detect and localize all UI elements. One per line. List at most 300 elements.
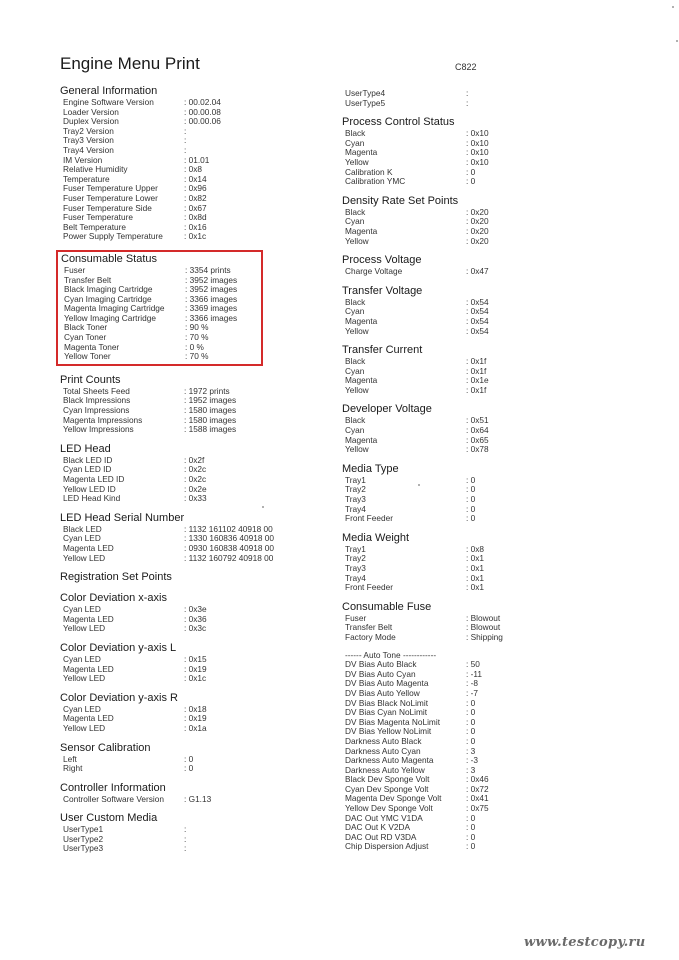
section-led-head-serial-number <box>60 512 330 563</box>
row-label: Engine Software Version <box>63 97 154 107</box>
row-value: : 0x1 <box>466 563 484 573</box>
data-row <box>342 99 642 109</box>
row-label: Cyan LED ID <box>63 464 112 475</box>
section-title: Process Voltage <box>342 254 422 267</box>
row-label: Fuser <box>345 612 367 623</box>
row-value: : 0 <box>466 484 476 495</box>
section-color-deviation-y-axis-r <box>60 692 330 734</box>
section-led-head <box>60 443 330 504</box>
data-row <box>342 495 642 505</box>
row-label: Relative Humidity <box>63 164 128 175</box>
row-label: Tray2 <box>345 553 366 564</box>
row-label: Tray1 <box>345 474 366 485</box>
row-label: DAC Out K V2DA <box>345 822 411 833</box>
section-section <box>342 651 642 852</box>
row-label: Tray2 Version <box>63 125 114 136</box>
row-value: : 0x1 <box>466 572 484 583</box>
row-label: DV Bias Auto Black <box>345 659 417 670</box>
row-label: Tray1 <box>345 543 366 554</box>
data-row <box>60 554 330 564</box>
row-value: : 0x54 <box>466 325 489 336</box>
row-value: : 0x10 <box>466 128 489 139</box>
row-label: Yellow Dev Sponge Volt <box>345 803 433 814</box>
row-value: : 0 <box>466 841 476 852</box>
row-label: Yellow Imaging Cartridge <box>64 312 156 323</box>
row-label: Magenta LED <box>63 542 114 553</box>
data-row <box>342 307 642 317</box>
row-label: Black <box>345 128 366 139</box>
row-label: Cyan <box>345 425 365 436</box>
row-label: UserType3 <box>63 843 104 854</box>
row-label: DV Bias Auto Cyan <box>345 668 416 679</box>
row-value: : 0x20 <box>466 225 489 236</box>
section-process-control-status <box>342 116 642 187</box>
row-label: Charge Voltage <box>345 266 403 277</box>
row-value: : 0x8 <box>184 164 202 175</box>
data-row <box>60 764 330 774</box>
row-value: : 0x51 <box>466 415 489 426</box>
row-value: : 1580 images <box>184 405 237 416</box>
scan-speck <box>676 40 678 42</box>
row-label: Magenta Dev Sponge Volt <box>345 793 442 804</box>
row-value: : <box>184 824 187 835</box>
row-value: : 3366 images <box>185 312 238 323</box>
section-transfer-voltage <box>342 285 642 336</box>
data-row <box>342 416 642 426</box>
row-label: Temperature <box>63 173 110 184</box>
row-label: Loader Version <box>63 106 119 117</box>
row-value: : 50 <box>466 659 480 670</box>
data-row <box>342 545 642 555</box>
section-title: Media Type <box>342 462 399 475</box>
row-label: Black <box>345 296 366 307</box>
row-label: UserType2 <box>63 833 104 844</box>
row-value: : <box>466 97 469 108</box>
row-label: Calibration K <box>345 166 393 177</box>
data-row <box>60 232 330 242</box>
row-value: : 0x20 <box>466 206 489 217</box>
data-row <box>342 436 642 446</box>
section-section <box>342 89 642 108</box>
row-label: Yellow LED ID <box>63 483 116 494</box>
row-value: : 3952 images <box>185 284 238 295</box>
row-label: Controller Software Version <box>63 793 164 804</box>
row-label: Left <box>63 753 77 764</box>
row-value: : 0 <box>466 166 476 177</box>
left-column <box>60 85 330 862</box>
row-value: : 0x1 <box>466 582 484 593</box>
data-row <box>342 633 642 643</box>
data-row <box>61 352 261 362</box>
row-value: : 0x65 <box>466 434 489 445</box>
row-label: Magenta <box>345 147 378 158</box>
row-label: Magenta <box>345 315 378 326</box>
data-row <box>342 148 642 158</box>
row-label: Fuser Temperature Upper <box>63 183 158 194</box>
row-label: Cyan <box>345 306 365 317</box>
row-value: : 0x46 <box>466 774 489 785</box>
row-label: Magenta Impressions <box>63 414 143 425</box>
row-value: : 0x2c <box>184 464 207 475</box>
row-value: : 0x8 <box>466 543 484 554</box>
row-value: : 0 % <box>185 341 204 352</box>
section-print-counts <box>60 374 330 435</box>
data-row <box>342 367 642 377</box>
row-label: Tray4 <box>345 503 366 514</box>
section-media-weight <box>342 532 642 593</box>
page-title: Engine Menu Print <box>60 54 200 73</box>
section-media-type <box>342 463 642 524</box>
data-row <box>60 755 330 765</box>
section-title: LED Head <box>60 442 111 455</box>
row-label: UserType5 <box>345 97 386 108</box>
section-user-custom-media <box>60 812 330 854</box>
row-label: Darkness Auto Yellow <box>345 764 425 775</box>
row-value: : 0x96 <box>184 183 207 194</box>
row-label: Cyan Dev Sponge Volt <box>345 783 429 794</box>
data-row <box>342 564 642 574</box>
row-value: : 0x2e <box>184 483 207 494</box>
row-label: Yellow LED <box>63 673 106 684</box>
row-label: Cyan LED <box>63 533 101 544</box>
row-value: : 1132 161102 40918 00 <box>184 523 273 534</box>
section-title: Transfer Current <box>342 344 423 357</box>
row-label: Cyan <box>345 365 365 376</box>
row-label: Fuser Temperature Side <box>63 202 152 213</box>
row-value: : 0x47 <box>466 266 489 277</box>
row-label: Fuser Temperature <box>63 212 133 223</box>
row-value: : 1580 images <box>184 414 237 425</box>
row-value: : 1952 images <box>184 395 237 406</box>
row-value: : Blowout <box>466 622 501 633</box>
row-label: Magenta LED ID <box>63 474 125 484</box>
row-value: : 0x3c <box>184 623 207 634</box>
row-label: Black <box>345 415 366 426</box>
row-value: : 0 <box>466 812 476 823</box>
row-label: DV Bias Black NoLimit <box>345 697 428 708</box>
row-label: Cyan Toner <box>64 332 107 343</box>
section-title: User Custom Media <box>60 812 158 825</box>
data-row <box>342 554 642 564</box>
row-value: : 0 <box>184 753 194 764</box>
row-label: UserType1 <box>63 824 104 835</box>
row-value: : 0 <box>466 716 476 727</box>
row-label: Yellow LED <box>63 722 106 733</box>
row-label: Black <box>345 206 366 217</box>
row-label: Black <box>345 356 366 367</box>
row-value: : 0 <box>466 831 476 842</box>
data-row <box>342 357 642 367</box>
section-title: Consumable Status <box>61 252 157 265</box>
row-value: : 0x67 <box>184 202 207 213</box>
row-value: : 0x8d <box>184 212 207 223</box>
row-value: : 3952 images <box>185 274 238 285</box>
row-value: : 0x1f <box>466 384 487 395</box>
row-label: ------ Auto Tone ------------ <box>345 649 437 660</box>
row-label: Cyan LED <box>63 653 101 664</box>
row-value: : 1588 images <box>184 424 237 435</box>
row-label: Total Sheets Feed <box>63 385 130 396</box>
row-value: : 90 % <box>185 322 209 333</box>
row-label: Tray2 <box>345 484 366 495</box>
section-title: Color Deviation y-axis L <box>60 641 177 654</box>
row-label: DV Bias Cyan NoLimit <box>345 707 428 718</box>
section-title: Process Control Status <box>342 116 455 129</box>
section-title: Transfer Voltage <box>342 284 423 297</box>
row-value: : <box>184 833 187 844</box>
row-value: : 0x78 <box>466 444 489 455</box>
row-label: Black Impressions <box>63 395 131 406</box>
row-label: Tray4 <box>345 572 366 583</box>
row-label: Magenta LED <box>63 613 114 624</box>
row-value: : 0x1c <box>184 673 207 684</box>
row-label: Tray3 Version <box>63 135 114 146</box>
row-value: : 70 % <box>185 332 209 343</box>
row-value: : <box>466 88 469 98</box>
row-label: Magenta LED <box>63 713 114 724</box>
data-row <box>342 139 642 149</box>
row-value: : 0x75 <box>466 803 489 814</box>
row-value: : 01.01 <box>184 154 210 165</box>
row-value: : 0x3e <box>184 604 207 615</box>
row-label: Magenta <box>345 375 378 386</box>
row-label: Front Feeder <box>345 513 393 524</box>
row-value: : -3 <box>466 755 478 766</box>
section-title: LED Head Serial Number <box>60 511 185 524</box>
row-value: : 00.02.04 <box>184 97 221 107</box>
right-column <box>342 89 642 860</box>
row-label: Magenta <box>345 225 378 236</box>
section-title: Registration Set Points <box>60 571 172 584</box>
row-value: : Blowout <box>466 612 501 623</box>
row-value: : 0930 160838 40918 00 <box>184 542 274 553</box>
data-row <box>342 177 642 187</box>
row-label: Calibration YMC <box>345 176 406 187</box>
row-label: Black LED <box>63 523 102 534</box>
data-row <box>342 227 642 237</box>
row-label: Fuser Temperature Lower <box>63 192 158 203</box>
data-row <box>342 298 642 308</box>
row-label: Yellow <box>345 235 369 246</box>
section-controller-information <box>60 782 330 805</box>
row-label: Black LED ID <box>63 454 113 465</box>
row-value: : -11 <box>466 668 482 679</box>
row-label: Darkness Auto Magenta <box>345 755 434 766</box>
data-row <box>342 426 642 436</box>
row-value: : G1.13 <box>184 793 212 804</box>
row-value: : 0x1e <box>466 375 489 386</box>
row-value: : 0 <box>466 726 476 737</box>
section-title: Print Counts <box>60 373 121 386</box>
row-label: UserType4 <box>345 88 386 98</box>
row-value: : 0x10 <box>466 137 489 148</box>
row-value: : 0x19 <box>184 663 207 674</box>
row-label: Cyan Imaging Cartridge <box>64 293 152 304</box>
section-consumable-status <box>56 250 263 366</box>
row-value: : 0x19 <box>184 713 207 724</box>
data-row <box>342 317 642 327</box>
section-consumable-fuse <box>342 601 642 643</box>
row-value: : 1330 160836 40918 00 <box>184 533 274 544</box>
row-value: : 0x54 <box>466 315 489 326</box>
scan-speck <box>418 484 420 486</box>
section-registration-set-points <box>60 571 330 584</box>
section-title: Sensor Calibration <box>60 741 151 754</box>
row-label: DV Bias Auto Magenta <box>345 678 429 689</box>
printer-model: C822 <box>455 62 477 72</box>
row-label: Tray3 <box>345 494 366 505</box>
row-label: DAC Out YMC V1DA <box>345 812 423 823</box>
row-label: Cyan Impressions <box>63 405 130 416</box>
section-general-information <box>60 85 330 242</box>
row-value: : 0x1c <box>184 231 207 242</box>
row-label: Factory Mode <box>345 631 396 642</box>
row-value: : 0 <box>466 176 476 187</box>
row-label: Front Feeder <box>345 582 393 593</box>
row-label: IM Version <box>63 154 103 165</box>
row-value: : 0x1a <box>184 722 207 733</box>
data-row <box>60 724 330 734</box>
row-label: Black Toner <box>64 322 108 333</box>
row-value: : 0x64 <box>466 425 489 436</box>
section-density-rate-set-points <box>342 195 642 246</box>
row-label: Cyan <box>345 137 365 148</box>
row-label: DV Bias Yellow NoLimit <box>345 726 432 737</box>
row-label: Magenta Toner <box>64 341 120 352</box>
row-value: : -8 <box>466 678 478 689</box>
watermark: www.testcopy.ru <box>524 935 646 950</box>
section-title: Consumable Fuse <box>342 600 432 613</box>
data-row <box>60 494 330 504</box>
data-row <box>342 485 642 495</box>
section-developer-voltage <box>342 403 642 454</box>
row-label: Yellow Toner <box>64 351 111 362</box>
row-label: Darkness Auto Cyan <box>345 745 421 756</box>
row-label: Right <box>63 763 83 774</box>
row-value: : 0x2f <box>184 454 205 465</box>
row-value: : 0x1 <box>466 553 484 564</box>
section-title: Color Deviation y-axis R <box>60 691 178 704</box>
section-title: Color Deviation x-axis <box>60 592 167 605</box>
section-title: Controller Information <box>60 781 166 794</box>
row-value: : 1972 prints <box>184 385 230 396</box>
row-value: : 0x10 <box>466 147 489 158</box>
scan-speck <box>672 6 674 8</box>
row-value: : 0x54 <box>466 296 489 307</box>
data-row <box>60 425 330 435</box>
row-value: : 0x72 <box>466 783 489 794</box>
data-row <box>342 514 642 524</box>
data-row <box>342 476 642 486</box>
row-label: Yellow Impressions <box>63 424 134 435</box>
section-process-voltage <box>342 254 642 277</box>
row-label: Black Imaging Cartridge <box>64 284 153 295</box>
row-value: : 00.00.08 <box>184 106 221 117</box>
row-value: : <box>184 144 187 155</box>
row-value: : <box>184 843 187 854</box>
data-row <box>60 844 330 854</box>
row-label: Tray4 Version <box>63 144 114 155</box>
row-value: : <box>184 135 187 146</box>
row-label: DAC Out RD V3DA <box>345 831 417 842</box>
row-value: : 0 <box>466 697 476 708</box>
section-color-deviation-y-axis-l <box>60 642 330 684</box>
row-value: : 70 % <box>185 351 209 362</box>
row-value: : <box>184 125 187 136</box>
data-row <box>342 237 642 247</box>
row-value: : 3369 images <box>185 303 238 314</box>
row-label: DV Bias Magenta NoLimit <box>345 716 440 727</box>
row-value: : 0x20 <box>466 216 489 227</box>
data-row <box>342 386 642 396</box>
data-row <box>342 842 642 852</box>
row-value: : 0 <box>466 707 476 718</box>
row-value: : 0 <box>184 763 194 774</box>
row-label: Yellow <box>345 156 369 167</box>
row-value: : 0x82 <box>184 192 207 203</box>
data-row <box>60 674 330 684</box>
row-value: : 0 <box>466 513 476 524</box>
row-label: Magenta LED <box>63 663 114 674</box>
row-value: : -7 <box>466 687 478 698</box>
row-value: : 0x41 <box>466 793 489 804</box>
row-value: : 3366 images <box>185 293 238 304</box>
row-label: Yellow LED <box>63 552 106 563</box>
scan-speck <box>262 506 264 508</box>
row-value: : 3 <box>466 764 476 775</box>
row-value: : 0x15 <box>184 653 207 664</box>
row-label: DV Bias Auto Yellow <box>345 687 420 698</box>
row-label: Magenta <box>345 434 378 445</box>
row-label: Tray3 <box>345 563 366 573</box>
row-label: Black Dev Sponge Volt <box>345 774 430 785</box>
data-row <box>342 376 642 386</box>
data-row <box>342 129 642 139</box>
section-title: Developer Voltage <box>342 403 432 416</box>
row-value: : 0 <box>466 822 476 833</box>
row-label: Transfer Belt <box>345 622 393 633</box>
row-label: Yellow <box>345 325 369 336</box>
row-value: : 0x20 <box>466 235 489 246</box>
data-row <box>342 208 642 218</box>
row-label: Chip Dispersion Adjust <box>345 841 429 852</box>
row-value: : 00.00.06 <box>184 116 221 127</box>
row-label: Transfer Belt <box>64 274 112 285</box>
row-label: Cyan <box>345 216 365 227</box>
data-row <box>342 217 642 227</box>
row-value: : Shipping <box>466 631 503 642</box>
row-value: : 0x1f <box>466 365 487 376</box>
row-value: : 0 <box>466 503 476 514</box>
row-label: Cyan LED <box>63 703 101 714</box>
data-row <box>342 327 642 337</box>
row-label: Power Supply Temperature <box>63 231 163 242</box>
section-sensor-calibration <box>60 742 330 774</box>
row-label: Yellow <box>345 384 369 395</box>
row-value: : 0x1f <box>466 356 487 367</box>
row-label: Belt Temperature <box>63 221 127 232</box>
row-value: : 0x33 <box>184 493 207 504</box>
section-title: Density Rate Set Points <box>342 194 459 207</box>
row-label: LED Head Kind <box>63 493 121 504</box>
section-title: General Information <box>60 85 158 97</box>
row-value: : 1132 160792 40918 00 <box>184 552 274 563</box>
row-value: : 0x36 <box>184 613 207 624</box>
data-row <box>342 267 642 277</box>
row-value: : 0x10 <box>466 156 489 167</box>
row-value: : 0x18 <box>184 703 207 714</box>
row-value: : 0x54 <box>466 306 489 317</box>
